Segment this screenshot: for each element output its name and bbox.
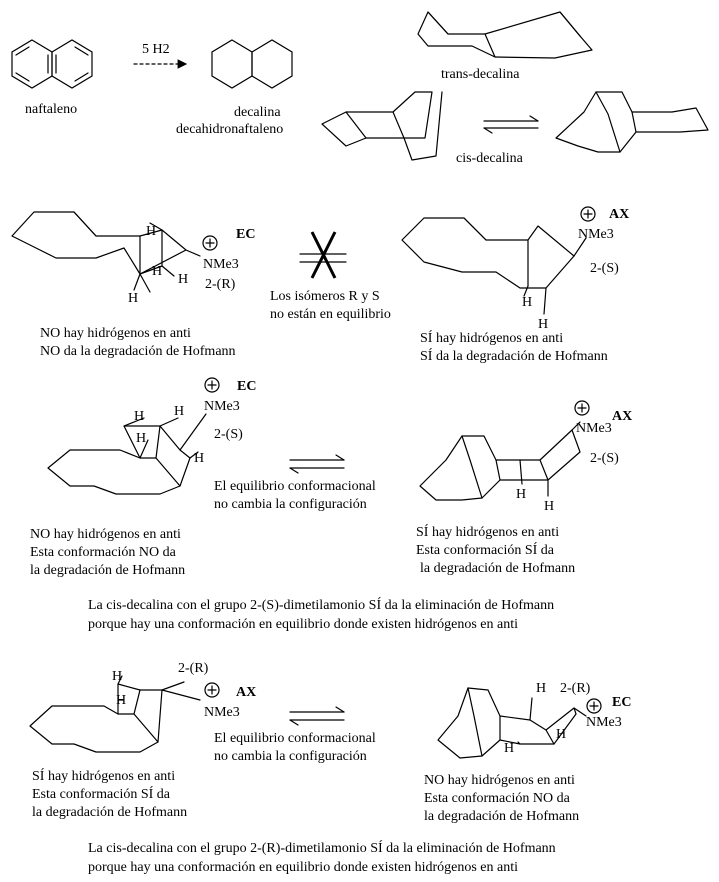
row3-left-group: NMe3	[204, 705, 240, 720]
naphthalene-structure	[12, 40, 92, 88]
row3-middle-line-2: no cambia la configuración	[214, 749, 367, 764]
row3-left-h-1: H	[112, 669, 123, 684]
reagent-label: 5 H2	[142, 42, 170, 57]
row1-left-tag: EC	[236, 227, 256, 242]
row2-right-group: NMe3	[576, 421, 612, 436]
row3-left-note-1: SÍ hay hidrógenos en anti	[32, 769, 176, 784]
cis-decalin-right-structure	[556, 92, 708, 152]
row1-right-config: 2-(S)	[590, 261, 619, 276]
row2-right-plus-icon	[575, 401, 589, 415]
row1-left-h-2: H	[178, 272, 189, 287]
row2-equilibrium-arrows	[290, 455, 344, 473]
row1-middle-line-2: no están en equilibrio	[270, 307, 391, 322]
row3-right-tag: EC	[612, 695, 632, 710]
row3-left-h-2: H	[116, 693, 127, 708]
row1-right-h-2: H	[538, 317, 549, 332]
row3-middle-line-1: El equilibrio conformacional	[214, 731, 376, 746]
row3-right-note-3: la degradación de Hofmann	[424, 809, 580, 824]
row2-left-config: 2-(S)	[214, 427, 243, 442]
row3-right-h-1: H	[536, 681, 547, 696]
row2-right-note-1: SÍ hay hidrógenos en anti	[416, 525, 560, 540]
row2-left-h-2: H	[174, 404, 185, 419]
row1-right-note-1: SÍ hay hidrógenos en anti	[420, 331, 564, 346]
row1-right-h-1: H	[522, 295, 533, 310]
row2-left-note-1: NO hay hidrógenos en anti	[30, 527, 181, 542]
row3-left-note-2: Esta conformación SÍ da	[32, 787, 171, 802]
naphthalene-label: naftaleno	[25, 102, 78, 117]
row2-left-note-3: la degradación de Hofmann	[30, 563, 186, 578]
row3-right-h-3: H	[556, 727, 567, 742]
row3-left-config: 2-(R)	[178, 661, 209, 676]
cis-decalin-label: cis-decalina	[456, 151, 523, 166]
row3-right-plus-icon	[587, 699, 601, 713]
cis-decalin-left-structure	[322, 92, 442, 160]
decalin-structure	[212, 40, 292, 88]
row1-left-note-2: NO da la degradación de Hofmann	[40, 344, 236, 359]
row3-left-tag: AX	[236, 685, 257, 700]
cis-decalin-equilibrium-arrows	[484, 116, 538, 133]
decalin-label: decalina	[234, 105, 281, 120]
row1-right-tag: AX	[609, 207, 630, 222]
row2-right-h-1: H	[516, 487, 527, 502]
row2-left-group: NMe3	[204, 399, 240, 414]
row1-left-h-1: H	[146, 224, 157, 239]
trans-decalin-structure	[418, 12, 592, 58]
row3-right-note-1: NO hay hidrógenos en anti	[424, 773, 575, 788]
row2-left-note-2: Esta conformación NO da	[30, 545, 176, 560]
row3-left-note-3: la degradación de Hofmann	[32, 805, 188, 820]
row1-left-group: NMe3	[203, 257, 239, 272]
row2-right-tag: AX	[612, 409, 633, 424]
trans-decalin-label: trans-decalina	[441, 67, 520, 82]
row2-middle-line-2: no cambia la configuración	[214, 497, 367, 512]
row2-middle-line-1: El equilibrio conformacional	[214, 479, 376, 494]
row1-right-plus-icon	[581, 207, 595, 221]
row2-left-tag: EC	[237, 379, 257, 394]
row1-left-plus-icon	[203, 236, 217, 250]
row1-blocked-equilibrium-icon	[300, 232, 346, 278]
row1-right-note-2: SÍ da la degradación de Hofmann	[420, 349, 608, 364]
row3-right-note-2: Esta conformación NO da	[424, 791, 570, 806]
row1-left-config: 2-(R)	[205, 277, 236, 292]
row3-right-group: NMe3	[586, 715, 622, 730]
row2-right-structure	[420, 422, 580, 500]
row3-equilibrium-arrows	[290, 707, 344, 725]
row3-summary-1: La cis-decalina con el grupo 2-(R)-dimetilamonio SÍ da la eliminación de Hofmann	[88, 841, 556, 856]
row2-summary-2: porque hay una conformación en equilibrio donde existen hidrógenos en anti	[88, 617, 518, 632]
row2-left-plus-icon	[205, 378, 219, 392]
row2-right-note-3: la degradación de Hofmann	[420, 561, 576, 576]
row1-right-structure	[402, 218, 586, 314]
row3-left-structure	[30, 676, 200, 752]
row1-left-h-4: H	[152, 264, 163, 279]
row2-left-structure	[48, 414, 206, 494]
row1-right-group: NMe3	[578, 227, 614, 242]
row2-summary-1: La cis-decalina con el grupo 2-(S)-dimetilamonio SÍ da la eliminación de Hofmann	[88, 598, 555, 613]
row1-left-structure	[12, 212, 200, 292]
row1-left-h-3: H	[128, 291, 139, 306]
row3-right-h-2: H	[504, 741, 515, 756]
row2-right-config: 2-(S)	[590, 451, 619, 466]
row2-right-h-2: H	[544, 499, 555, 514]
row2-left-h-1: H	[134, 409, 145, 424]
row3-left-plus-icon	[205, 683, 219, 697]
row1-left-note-1: NO hay hidrógenos en anti	[40, 326, 191, 341]
row2-left-h-4: H	[194, 451, 205, 466]
row3-summary-2: porque hay una conformación en equilibrio donde existen hidrógenos en anti	[88, 860, 518, 875]
decahydronaphthalene-label: decahidronaftaleno	[176, 122, 284, 137]
row3-right-config: 2-(R)	[560, 681, 591, 696]
row2-left-h-3: H	[136, 431, 147, 446]
row1-middle-line-1: Los isómeros R y S	[270, 289, 380, 304]
row2-right-note-2: Esta conformación SÍ da	[416, 543, 555, 558]
